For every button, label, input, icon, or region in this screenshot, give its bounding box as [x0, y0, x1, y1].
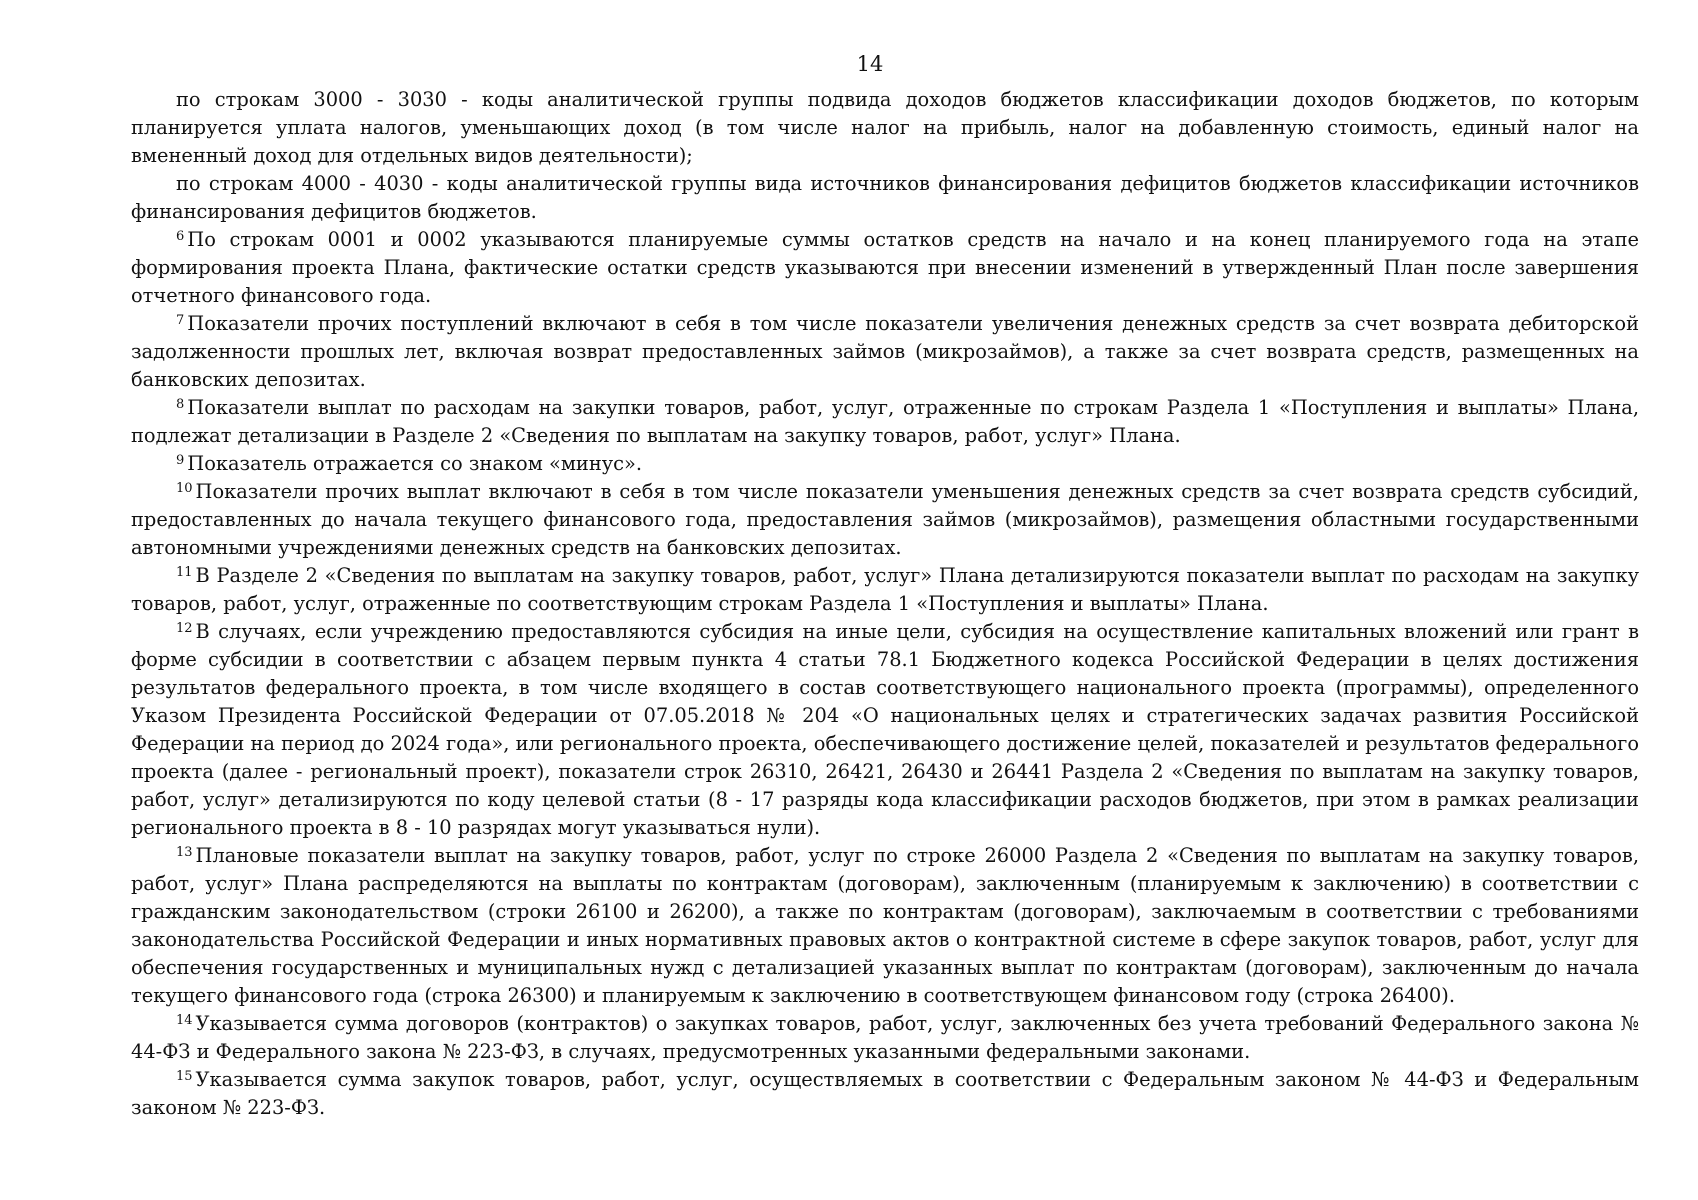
footnote-text: Показатели прочих выплат включают в себя в том числе показатели уменьшения денежных средств за счет возврата средств субсидий, предоставленных до начала текущего финансового года, предоставления займов (микрозаймов), размещения областными государственными автономными учреждениями денежных средств на банковских депозитах. — [131, 480, 1639, 559]
footnote-8 — [131, 394, 1639, 450]
footnote-12 — [131, 618, 1639, 842]
footnote-15 — [131, 1066, 1639, 1122]
footnote-text: В случаях, если учреждению предоставляются субсидия на иные цели, субсидия на осуществление капитальных вложений или грант в форме субсидии в соответствии с абзацем первым пункта 4 статьи 78.1 Бюджетного кодекса Российской Федерации в целях достижения результатов федерального проекта, в том числе входящего в состав соответствующего национального проекта (программы), определенного Указом Президента Российской Федерации от 07.05.2018 № 204 «О национальных целях и стратегических задачах развития Российской Федерации на период до 2024 года», или регионального проекта, обеспечивающего достижение целей, показателей и результатов федерального проекта (далее - региональный проект), показатели строк 26310, 26421, 26430 и 26441 Раздела 2 «Сведения по выплатам на закупку товаров, работ, услуг» детализируются по коду целевой статьи (8 - 17 разряды кода классификации расходов бюджетов, при этом в рамках реализации регионального проекта в 8 - 10 разрядах могут указываться нули). — [131, 620, 1639, 839]
footnote-text: Указывается сумма закупок товаров, работ, услуг, осуществляемых в соответствии с Федеральным законом № 44-ФЗ и Федеральным законом № 223-ФЗ. — [131, 1068, 1639, 1119]
paragraph — [131, 170, 1639, 226]
footnote-marker: 12 — [176, 621, 193, 636]
footnote-marker: 15 — [176, 1069, 193, 1084]
footnote-marker: 9 — [176, 453, 185, 468]
page-body — [131, 86, 1639, 1122]
paragraph-text: по строкам 3000 - 3030 - коды аналитической группы подвида доходов бюджетов классификации доходов бюджетов, по которым планируется уплата налогов, уменьшающих доход (в том числе налог на прибыль, налог на добавленную стоимость, единый налог на вмененный доход для отдельных видов деятельности); — [131, 88, 1639, 167]
page-number: 14 — [856, 52, 884, 76]
footnote-text: Указывается сумма договоров (контрактов) о закупках товаров, работ, услуг, заключенных без учета требований Федерального закона № 44-ФЗ и Федерального закона № 223-ФЗ, в случаях, предусмотренных указанными федеральными законами. — [131, 1012, 1639, 1063]
footnote-6 — [131, 226, 1639, 310]
footnote-text: В Разделе 2 «Сведения по выплатам на закупку товаров, работ, услуг» Плана детализируются показатели выплат по расходам на закупку товаров, работ, услуг, отраженные по соответствующим строкам Раздела 1 «Поступления и выплаты» Плана. — [131, 564, 1639, 615]
footnote-text: Показатель отражается со знаком «минус». — [187, 452, 643, 475]
paragraph — [131, 86, 1639, 170]
footnote-text: Показатели прочих поступлений включают в себя в том числе показатели увеличения денежных средств за счет возврата дебиторской задолженности прошлых лет, включая возврат предоставленных займов (микрозаймов), а также за счет возврата средств, размещенных на банковских депозитах. — [131, 312, 1639, 391]
footnote-text: Показатели выплат по расходам на закупки товаров, работ, услуг, отраженные по строкам Раздела 1 «Поступления и выплаты» Плана, подлежат детализации в Разделе 2 «Сведения по выплатам на закупку товаров, работ, услуг» Плана. — [131, 396, 1639, 447]
footnote-text: Плановые показатели выплат на закупку товаров, работ, услуг по строке 26000 Раздела 2 «Сведения по выплатам на закупку товаров, работ, услуг» Плана распределяются на выплаты по контрактам (договорам), заключенным (планируемым к заключению) в соответствии с гражданским законодательством (строки 26100 и 26200), а также по контрактам (договорам), заключаемым в соответствии с требованиями законодательства Российской Федерации и иных нормативных правовых актов о контрактной системе в сфере закупок товаров, работ, услуг для обеспечения государственных и муниципальных нужд с детализацией указанных выплат по контрактам (договорам), заключенным до начала текущего финансового года (строка 26300) и планируемым к заключению в соответствующем финансовом году (строка 26400). — [131, 844, 1639, 1007]
footnote-9 — [131, 450, 1639, 478]
footnote-7 — [131, 310, 1639, 394]
footnote-10 — [131, 478, 1639, 562]
footnote-marker: 14 — [176, 1013, 193, 1028]
footnote-marker: 6 — [176, 229, 185, 244]
footnote-14 — [131, 1010, 1639, 1066]
footnote-marker: 8 — [176, 397, 185, 412]
paragraph-text: по строкам 4000 - 4030 - коды аналитической группы вида источников финансирования дефицитов бюджетов классификации источников финансирования дефицитов бюджетов. — [131, 172, 1639, 223]
footnote-11 — [131, 562, 1639, 618]
footnote-marker: 11 — [176, 565, 193, 580]
footnote-marker: 7 — [176, 313, 185, 328]
footnote-text: По строкам 0001 и 0002 указываются планируемые суммы остатков средств на начало и на конец планируемого года на этапе формирования проекта Плана, фактические остатки средств указываются при внесении изменений в утвержденный План после завершения отчетного финансового года. — [131, 228, 1639, 307]
footnote-marker: 13 — [176, 845, 193, 860]
footnote-13 — [131, 842, 1639, 1010]
footnote-marker: 10 — [176, 481, 193, 496]
